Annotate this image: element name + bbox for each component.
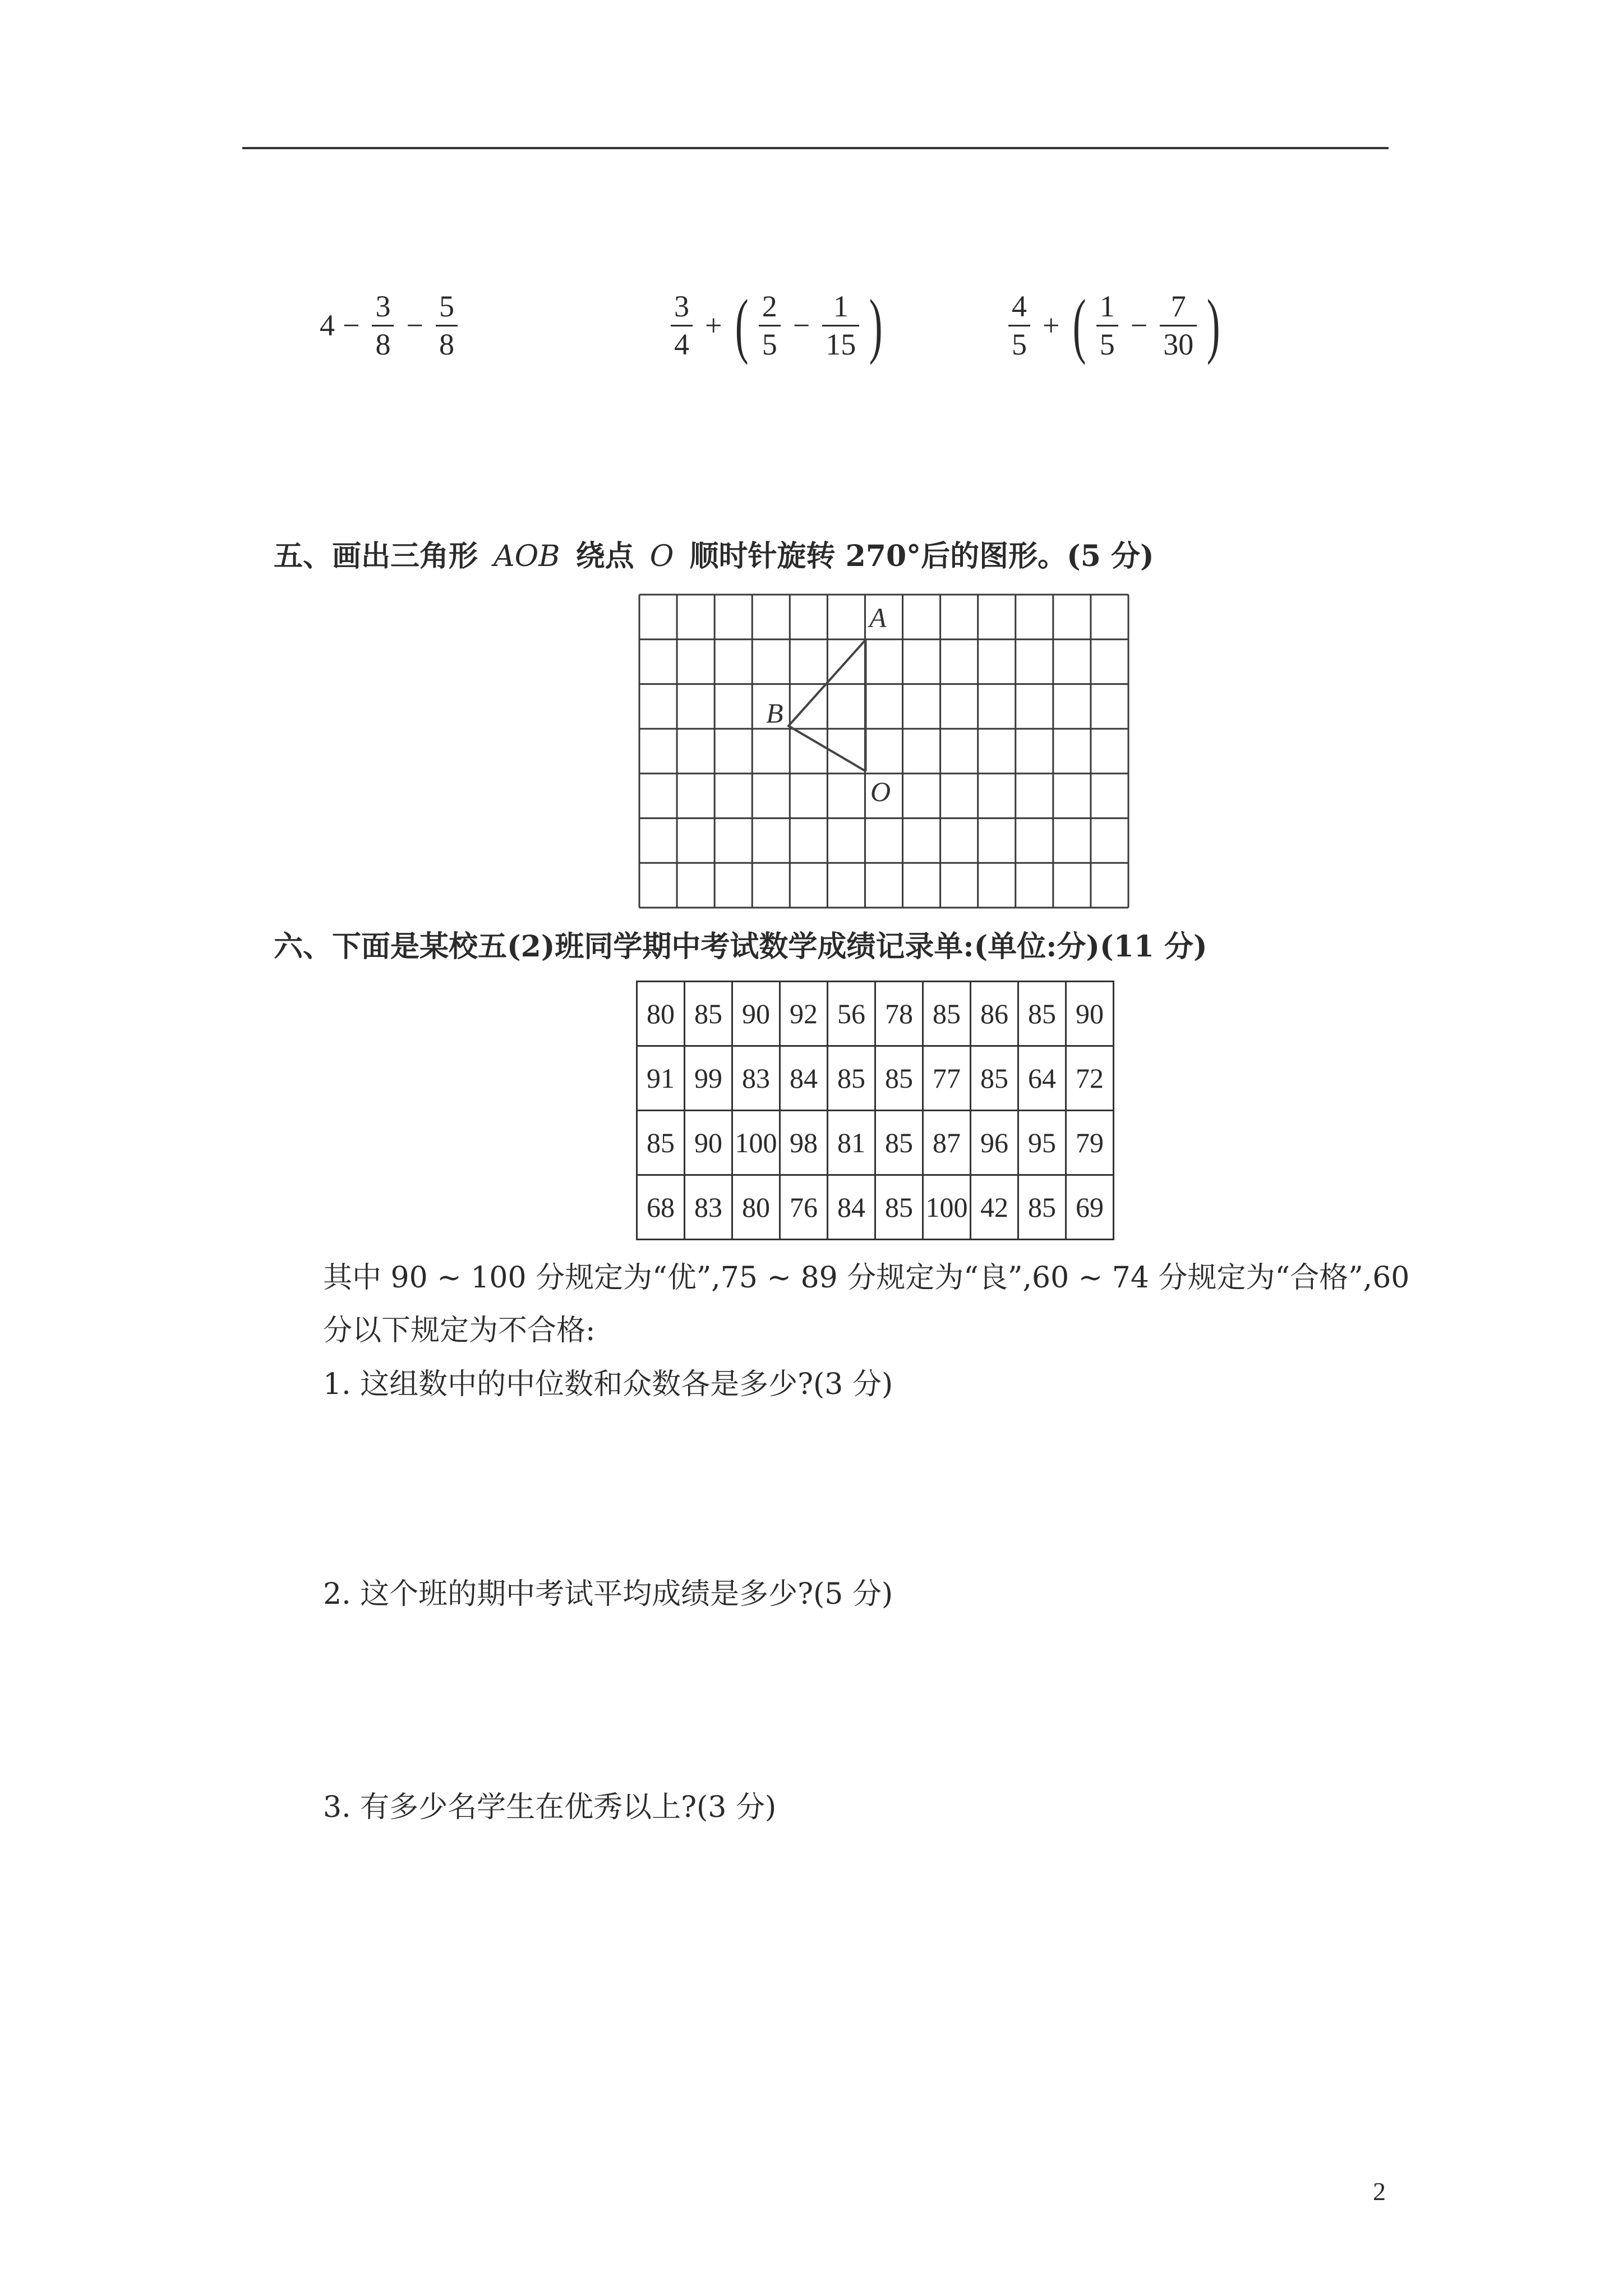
section5-title-rest: 顺时针旋转 270°后的图形。(5 分) <box>689 539 1154 573</box>
expr3-fraction-1 <box>1008 291 1030 360</box>
expr1-fraction-2 <box>436 291 458 360</box>
fraction-numerator: 3 <box>375 289 391 323</box>
score-cell: 80 <box>637 982 685 1046</box>
score-cell: 85 <box>1018 1175 1066 1240</box>
score-cell: 69 <box>1066 1175 1114 1240</box>
expr1-lead: 4 <box>320 309 335 342</box>
score-cell: 85 <box>923 982 971 1046</box>
section5-title <box>274 539 1154 573</box>
score-cell: 92 <box>780 982 828 1046</box>
score-cell: 90 <box>1066 982 1114 1046</box>
table-row <box>637 982 1114 1046</box>
label-b: B <box>766 697 783 729</box>
score-cell: 78 <box>875 982 923 1046</box>
question-2: 2. 这个班的期中考试平均成绩是多少?(5 分) <box>323 1577 893 1611</box>
score-cell: 90 <box>732 982 780 1046</box>
score-cell: 81 <box>828 1111 875 1175</box>
score-cell: 85 <box>875 1046 923 1111</box>
section5-title-start: 五、画出三角形 <box>274 539 478 573</box>
expr1-fraction-1 <box>372 291 394 360</box>
score-cell: 85 <box>1018 982 1066 1046</box>
expr2-fraction-2 <box>759 291 781 360</box>
fraction-numerator: 1 <box>833 289 849 323</box>
page-number: 2 <box>1373 2177 1386 2206</box>
score-cell: 85 <box>971 1046 1018 1111</box>
score-cell: 56 <box>828 982 875 1046</box>
score-cell: 80 <box>732 1175 780 1240</box>
section5-shape-name: AOB <box>494 540 560 573</box>
grading-rule-line-2: 分以下规定为不合格: <box>323 1314 596 1347</box>
table-row <box>637 1111 1114 1175</box>
grading-rule-line-1: 其中 90 ~ 100 分规定为“优”,75 ~ 89 分规定为“良”,60 ~ 74 分规定为“合格”,60 <box>323 1261 1410 1295</box>
fraction-numerator: 2 <box>762 289 777 323</box>
score-cell: 95 <box>1018 1111 1066 1175</box>
expression-2 <box>666 280 888 370</box>
scores-table-body <box>637 982 1114 1240</box>
expr3-right-paren: ) <box>1206 285 1220 366</box>
section5-title-mid: 绕点 <box>575 539 634 573</box>
score-cell: 64 <box>1018 1046 1066 1111</box>
scores-table <box>636 981 1114 1240</box>
score-cell: 85 <box>828 1046 875 1111</box>
expr2-fraction-3 <box>822 291 859 360</box>
fraction-numerator: 4 <box>1012 289 1027 323</box>
fraction-numerator: 1 <box>1099 289 1115 323</box>
score-cell: 90 <box>685 1111 732 1175</box>
score-cell: 85 <box>685 982 732 1046</box>
fraction-denominator: 15 <box>822 325 859 361</box>
score-cell: 96 <box>971 1111 1018 1175</box>
score-cell: 83 <box>732 1046 780 1111</box>
grid-lines <box>639 595 1128 908</box>
expression-1 <box>320 280 462 370</box>
expr1-op1: − <box>343 309 360 342</box>
table-row <box>637 1175 1114 1240</box>
section6-title: 六、下面是某校五(2)班同学期中考试数学成绩记录单:(单位:分)(11 分) <box>274 930 1207 964</box>
expr3-fraction-3 <box>1160 291 1197 360</box>
expr1-op2: − <box>406 309 423 342</box>
section5-point-name: O <box>649 540 674 573</box>
fraction-denominator: 30 <box>1160 325 1197 361</box>
score-cell: 68 <box>637 1175 685 1240</box>
score-cell: 84 <box>828 1175 875 1240</box>
fraction-numerator: 7 <box>1170 289 1186 323</box>
fraction-denominator: 5 <box>1096 325 1118 361</box>
score-cell: 87 <box>923 1111 971 1175</box>
score-cell: 77 <box>923 1046 971 1111</box>
score-cell: 76 <box>780 1175 828 1240</box>
score-cell: 100 <box>923 1175 971 1240</box>
table-row <box>637 1046 1114 1111</box>
question-1: 1. 这组数中的中位数和众数各是多少?(3 分) <box>323 1368 893 1401</box>
score-cell: 85 <box>875 1111 923 1175</box>
score-cell: 98 <box>780 1111 828 1175</box>
score-cell: 79 <box>1066 1111 1114 1175</box>
expression-3 <box>1004 280 1226 370</box>
score-cell: 83 <box>685 1175 732 1240</box>
score-cell: 100 <box>732 1111 780 1175</box>
expr2-op1: + <box>705 309 722 342</box>
expr3-left-paren: ( <box>1073 285 1087 366</box>
expr3-op1: + <box>1043 309 1060 342</box>
expr3-op2: − <box>1130 309 1148 342</box>
score-cell: 86 <box>971 982 1018 1046</box>
label-a: A <box>869 602 887 633</box>
fraction-denominator: 5 <box>1008 325 1030 361</box>
score-cell: 99 <box>685 1046 732 1111</box>
expr3-fraction-2 <box>1096 291 1118 360</box>
score-cell: 72 <box>1066 1046 1114 1111</box>
fraction-numerator: 3 <box>674 289 689 323</box>
score-cell: 85 <box>875 1175 923 1240</box>
label-o: O <box>870 776 891 807</box>
expr2-right-paren: ) <box>869 285 883 366</box>
question-3: 3. 有多少名学生在优秀以上?(3 分) <box>323 1791 777 1824</box>
expr2-op2: − <box>792 309 810 342</box>
score-cell: 42 <box>971 1175 1018 1240</box>
fraction-numerator: 5 <box>439 289 454 323</box>
score-cell: 85 <box>637 1111 685 1175</box>
fraction-denominator: 4 <box>671 325 693 361</box>
expr2-left-paren: ( <box>735 285 749 366</box>
expr2-fraction-1 <box>671 291 693 360</box>
header-rule <box>242 147 1389 149</box>
fraction-denominator: 8 <box>436 325 458 361</box>
score-cell: 84 <box>780 1046 828 1111</box>
fraction-denominator: 8 <box>372 325 394 361</box>
score-cell: 91 <box>637 1046 685 1111</box>
fraction-denominator: 5 <box>759 325 781 361</box>
rotation-grid <box>638 593 1129 909</box>
